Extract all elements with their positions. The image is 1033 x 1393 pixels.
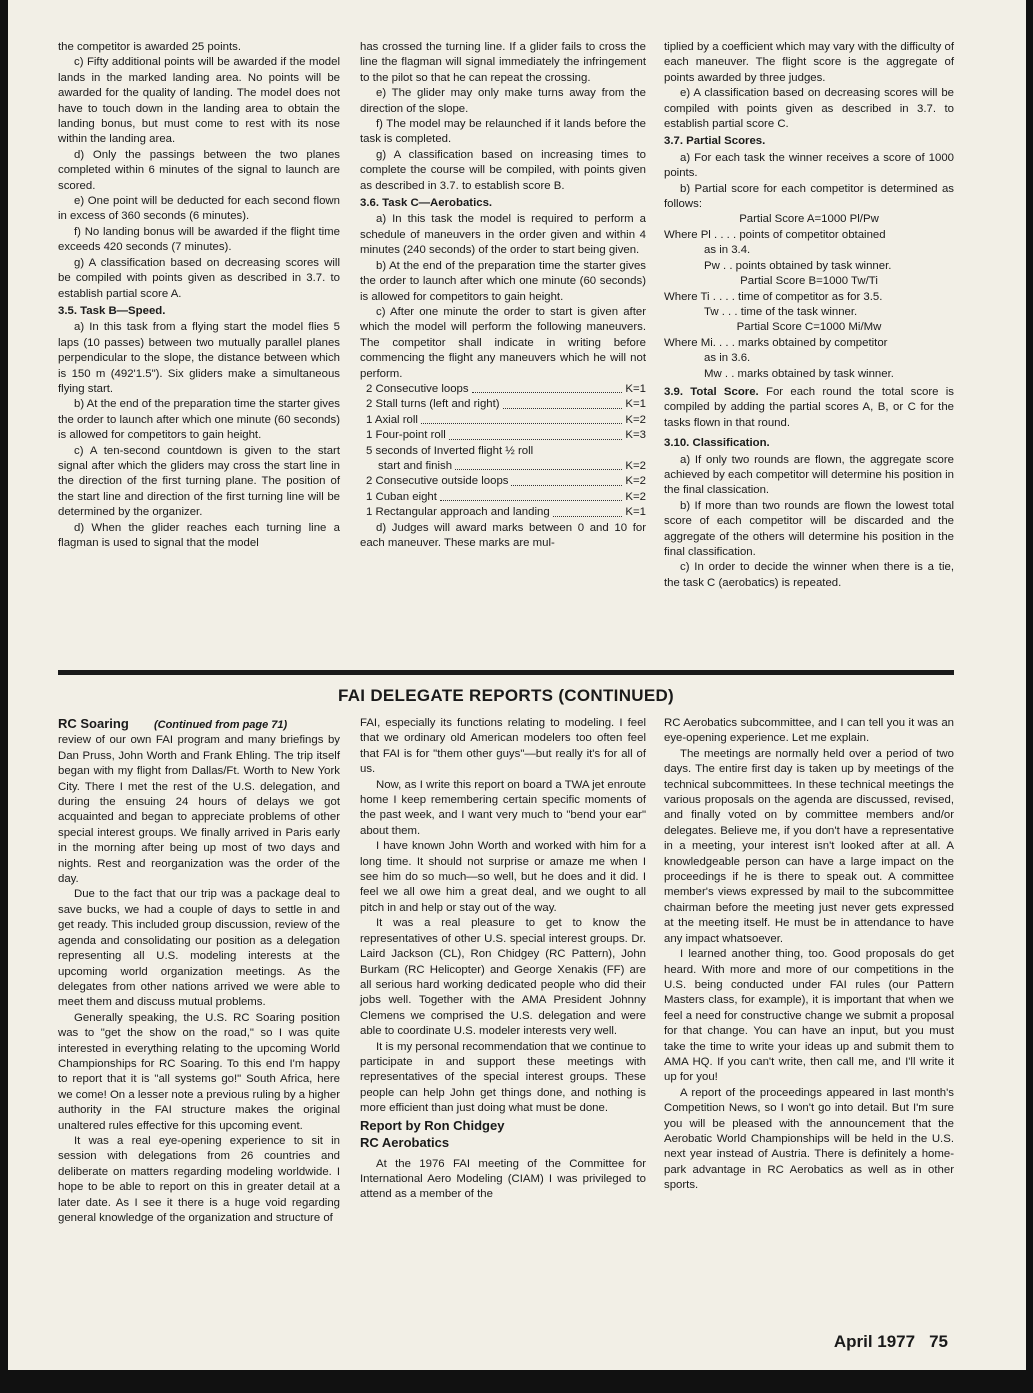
paragraph: the competitor is awarded 25 points. (58, 41, 241, 53)
article-heading (58, 716, 340, 733)
paragraph: tiplied by a coefficient which may vary with the difficulty of each maneuver. The flight score is the aggregate of points awarded by three judges. (664, 41, 954, 84)
paragraph: d) When the glider reaches each turning line a flagman is used to signal that the model (58, 521, 340, 549)
formula-legend: Where Ti . . . . time of competitor as for 3.5. (664, 290, 883, 303)
paragraph: At the 1976 FAI meeting of the Committee for International Aero Modeling (CIAM) I was privileged to attend as a member of the (360, 1157, 646, 1201)
paragraph: b) Partial score for each competitor is determined as follows: (664, 182, 954, 211)
paragraph: 3.9. Total Score. For each round the total score is compiled by adding the partial scores A, B, or C for the tasks flown in that round. (664, 385, 955, 429)
formula-legend: Pw . . points obtained by task winner. (704, 259, 892, 272)
paragraph: e) The glider may only make turns away from the direction of the slope. (360, 87, 646, 115)
maneuver-row: 5 seconds of Inverted flight ½ roll (366, 444, 534, 457)
paragraph: e) One point will be deducted for each second flown in excess of 360 seconds (6 minutes). (58, 195, 340, 223)
paragraph: FAI, especially its functions relating to modeling. I feel that we ordinary old American modelers too often feel that FAI is for "them other guys"—but really it's for all of us. (360, 717, 646, 776)
paragraph: f) The model may be relaunched if it lands before the task is completed. (360, 118, 646, 146)
paragraph: The meetings are normally held over a period of two days. The entire first day is taken up by meetings of the technical subcommittees. In these technical meetings the various proposals on the agenda are discussed, revised, and finally voted on by committee members and/or delegates. Believe me, if you don't have a representative in a meeting, your interest isn't looked after at all. A knowledgeable person can have a large impact on the proceedings if he is there to speak out. A committee member's views expressed by mail to the subcommittee chairman before the meeting just never gets expressed at the meeting itself. He must be in attendance to have any impact whatsoever. (664, 747, 954, 945)
rules-column-1 (58, 40, 340, 551)
paragraph: c) A ten-second countdown is given to the start signal after which the gliders may cross the start line in the direction of the first turning plane. The position of the start line and direction of the first turning line will be determined by the organizer. (58, 444, 340, 519)
paragraph: I learned another thing, too. Good proposals do get heard. With more and more of our competitions in the U.S. being conducted under FAI rules (our Pattern Masters class, for example), it is important that when we feel a need for constructive change we submit a proposal for that change. You can have an input, but you must take the time to write your ideas up and submit them to AMA HQ. If you can't write, then call me, and I'll write it up for you! (664, 948, 954, 1084)
formula-a: Partial Score A=1000 Pl/Pw (739, 213, 879, 226)
formula-legend: Mw . . marks obtained by task winner. (704, 367, 894, 380)
rules-column-3 (664, 40, 954, 591)
rc-soaring-title: RC Soaring (58, 716, 129, 731)
page-number: 75 (929, 1332, 948, 1351)
article-column-2 (360, 716, 646, 1203)
continued-note: (Continued from page 71) (153, 719, 288, 731)
paragraph: Now, as I write this report on board a TWA jet enroute home I keep remembering certain specific moments of the past week, and I want very much to "bend your ear" about them. (360, 778, 646, 837)
paragraph: It is my personal recommendation that we continue to participate in and support these meetings with representatives of the special interest groups. These people can help John get things done, and nothing is more efficient than just doing what must be done. (360, 1040, 646, 1115)
section-heading-3-9: 3.9. Total Score. (664, 385, 759, 398)
paragraph: a) In this task from a flying start the model flies 5 laps (10 passes) between two mutually parallel planes perpendicular to the slope, the distance between which is 150 m (492'1.5"). Six gliders make a simultaneous flying start. (58, 321, 340, 395)
magazine-page (8, 0, 1026, 1370)
paragraph: f) No landing bonus will be awarded if the flight time exceeds 420 seconds (7 minutes). (58, 225, 340, 254)
report-heading: Report by Ron Chidgey (360, 1117, 505, 1133)
report-subheading: RC Aerobatics (360, 1134, 450, 1150)
maneuver-row: 1 Cuban eight K=2 (366, 490, 646, 503)
article-column-1 (58, 716, 340, 1226)
section-heading-3-5: 3.5. Task B—Speed. (58, 304, 166, 317)
maneuver-list (360, 382, 646, 521)
paragraph: c) In order to decide the winner when there is a tie, the task C (aerobatics) is repeated. (664, 561, 954, 589)
maneuver-row: 2 Consecutive loops K=1 (366, 382, 646, 395)
issue-date: April 1977 (833, 1332, 916, 1351)
paragraph: I have known John Worth and worked with him for a long time. It should not surprise or amaze me when I see him do so much—so well, but he does and it did. I feel we all owe him a great deal, and we ought to all pitch in and help or stay out of the way. (360, 840, 646, 914)
paragraph: g) A classification based on decreasing scores will be compiled with points given as described in 3.7. to establish partial score A. (58, 256, 340, 300)
paragraph: review of our own FAI program and many briefings by Dan Pruss, John Worth and Frank Ehling. The trip itself began with my flight from Dallas/Ft. Worth to New York City. There I met the rest of the U.S. delegation, and during the ensuing 24 hours of delays we got acquainted and began to appreciate problems of other special interest groups. We finally arrived in Paris early in the morning after being up most of two days and nights. Rest and reorganization was the order of the day. (58, 734, 340, 886)
paragraph: e) A classification based on decreasing scores will be compiled with points given as described in 3.7. to establish partial score C. (664, 87, 954, 131)
section-banner: FAI DELEGATE REPORTS (CONTINUED) (337, 686, 675, 705)
paragraph: b) If more than two rounds are flown the lowest total score of each competitor will be discarded and the aggregate of the others will determine his position in the final classification. (664, 499, 954, 558)
maneuver-row: 1 Four-point roll K=3 (366, 429, 646, 442)
paragraph: It was a real eye-opening experience to sit in session with delegations from 26 countries and deliberate on matters regarding modeling worldwide. I hope to be able to report on this in greater detail at a later date. As I see it there is a huge void regarding general knowledge of the organization and structure of (58, 1134, 340, 1224)
formula-legend: as in 3.6. (704, 352, 751, 365)
maneuver-row: 2 Consecutive outside loops K=2 (366, 475, 646, 488)
paragraph: d) Only the passings between the two planes completed within 6 minutes of the signal to launch are scored. (58, 148, 340, 192)
paragraph: b) At the end of the preparation time the starter gives the order to launch after which one minute (60 seconds) is allowed for competitors to gain height. (58, 398, 340, 442)
paragraph: c) After one minute the order to start is given after which the model will perform the following maneuvers. The competitor shall indicate in writing before commencing the flight any maneuvers which he will not perform. (360, 305, 646, 380)
paragraph: It was a real pleasure to get to know the representatives of other U.S. special interest groups. Dr. Laird Jackson (CL), Ron Chidgey (RC Pattern), John Burkam (RC Helicopter) and George Xenakis (FF) are all serious hard working dedicated people who did their jobs well. Together with the AMA President Johnny Clemens we comprised the U.S. delegation and were able to coordinate U.S. modeler interests very well. (360, 917, 646, 1038)
paragraph: a) For each task the winner receives a score of 1000 points. (664, 151, 954, 180)
paragraph: Due to the fact that our trip was a package deal to save bucks, we had a couple of days to settle in and get ready. This included group discussion, review of the agenda and consolidating our position as a delegation representing all U.S. modeling interests at the upcoming world organization meetings. As the delegates from other nations arrived we were able to meet them and discuss mutual problems. (58, 888, 340, 1009)
maneuver-row: start and finish K=2 (378, 459, 646, 472)
paragraph: b) At the end of the preparation time the starter gives the order to launch after which one minute (60 seconds) is allowed for competitors to gain height. (360, 259, 646, 303)
section-heading-3-10: 3.10. Classification. (664, 437, 770, 450)
formula-legend: Tw . . . time of the task winner. (704, 305, 858, 318)
formula-c: Partial Score C=1000 Mi/Mw (736, 321, 882, 334)
page-footer (834, 1332, 948, 1352)
paragraph: A report of the proceedings appeared in last month's Competition News, so I won't go into detail. But I'm sure you will be pleased with the announcement that the Aerobatic World Championships will be held in the U.S. next year instead of Austria. There is definitely a home-park advantage in RC Aerobatics as well as in other sports. (664, 1086, 954, 1192)
formula-legend: as in 3.4. (704, 244, 751, 257)
maneuver-row: 2 Stall turns (left and right) K=1 (366, 398, 646, 411)
paragraph: a) If only two rounds are flown, the aggregate score achieved by each competitor will determine his position in the final classication. (664, 453, 954, 497)
paragraph: Generally speaking, the U.S. RC Soaring position was to "get the show on the road," so I was quite interested in everything relating to the upcoming World Championships for RC Soaring. To this end I'm happy to report that it is "all systems go!" South Africa, here we come! On a lesser note a previous ruling by a higher authority in the FAI structure makes the original unaltered rules effective for this upcoming event. (58, 1011, 340, 1132)
formula-legend: Where Pl . . . . points of competitor obtained (664, 228, 886, 241)
rules-column-2 (360, 40, 646, 551)
paragraph: c) Fifty additional points will be awarded if the model lands in the marked landing area. No points will be awarded for the quality of landing. The model does not have to touch down in the landing area to obtain the landing bonus, but must come to rest with its nose within the landing area. (58, 56, 340, 146)
section-divider (58, 670, 954, 675)
article-column-3 (664, 716, 954, 1194)
maneuver-row: 1 Rectangular approach and landing K=1 (366, 506, 646, 519)
paragraph: has crossed the turning line. If a glider fails to cross the line the flagman will signal immediately the infringement to the pilot so that he can repeat the crossing. (360, 41, 646, 84)
section-heading-3-7: 3.7. Partial Scores. (664, 135, 766, 148)
formula-b: Partial Score B=1000 Tw/Ti (740, 275, 878, 288)
paragraph: RC Aerobatics subcommittee, and I can tell you it was an eye-opening experience. Let me explain. (664, 717, 954, 745)
paragraph: g) A classification based on increasing times to complete the course will be compiled, with points given as described in 3.7. to establish score B. (360, 148, 646, 192)
section-heading-3-6: 3.6. Task C—Aerobatics. (360, 197, 493, 210)
formula-legend: Where Mi. . . . marks obtained by competitor (664, 336, 888, 349)
paragraph: a) In this task the model is required to perform a schedule of maneuvers in the order given and within 4 minutes (240 seconds) of the order to start being given. (360, 213, 646, 257)
paragraph: d) Judges will award marks between 0 and 10 for each maneuver. These marks are mul- (360, 521, 646, 549)
maneuver-row: 1 Axial roll K=2 (366, 413, 646, 426)
